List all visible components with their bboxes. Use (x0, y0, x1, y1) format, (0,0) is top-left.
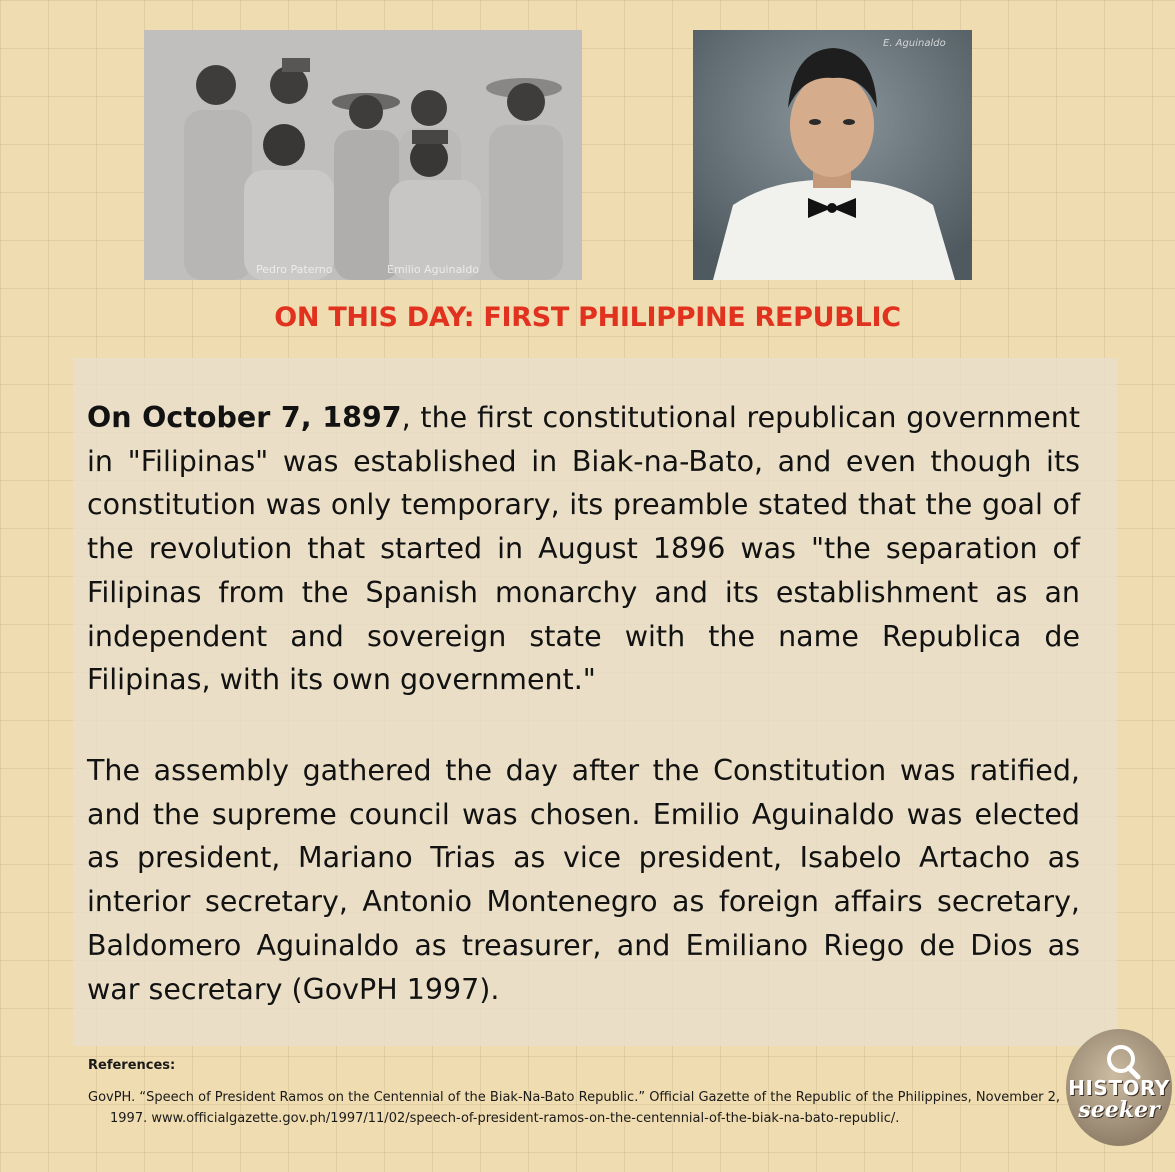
paragraph-1-date: On October 7, 1897 (87, 401, 402, 434)
page-title: ON THIS DAY: FIRST PHILIPPINE REPUBLIC (274, 302, 901, 333)
logo-word-history: HISTORY (1068, 1076, 1170, 1100)
paragraph-2: The assembly gathered the day after the Constitution was ratified, and the supreme council was chosen. Emilio Aguinaldo was elected as president, Mariano Trias as vice president, Isabelo Artacho as interior secretary, Antonio Montenegro as foreign affairs secretary, Baldomero Aguinaldo as treasurer, and Emiliano Riego de Dios as war secretary (GovPH 1997). (87, 754, 1080, 1006)
portrait-signature: E. Aguinaldo (883, 38, 946, 49)
caption-emilio-aguinaldo: Emilio Aguinaldo (387, 263, 480, 276)
group-photo (144, 30, 582, 280)
aguinaldo-portrait (693, 30, 972, 280)
references-text: GovPH. “Speech of President Ramos on the Centennial of the Biak-Na-Bato Republic.” Official Gazette of the Republic of the Philippines, November 2, 1997. www.officialgazette.gov.ph/1997/11/02/speech-of-president-ramos-on-the-centennial-of-the-biak-na-bato-republic/. (88, 1090, 1061, 1126)
paragraph-1-text: , the first constitutional republican government in "Filipinas" was established in Biak-na-Bato, and even though its constitution was only temporary, its preamble stated that the goal of the revolution that started in August 1896 was "the separation of Filipinas from the Spanish monarchy and its establishment as an independent and sovereign state with the name Republica de Filipinas, with its own government." (87, 401, 1080, 697)
caption-pedro-paterno: Pedro Paterno (256, 263, 333, 276)
group-photo-figures (144, 30, 582, 280)
paragraph-1 (87, 396, 1080, 702)
logo-word-seeker: seeker (1078, 1097, 1160, 1123)
portrait-figure (693, 30, 972, 280)
history-seeker-logo (1066, 1029, 1172, 1146)
references-heading: References: (88, 1058, 176, 1073)
